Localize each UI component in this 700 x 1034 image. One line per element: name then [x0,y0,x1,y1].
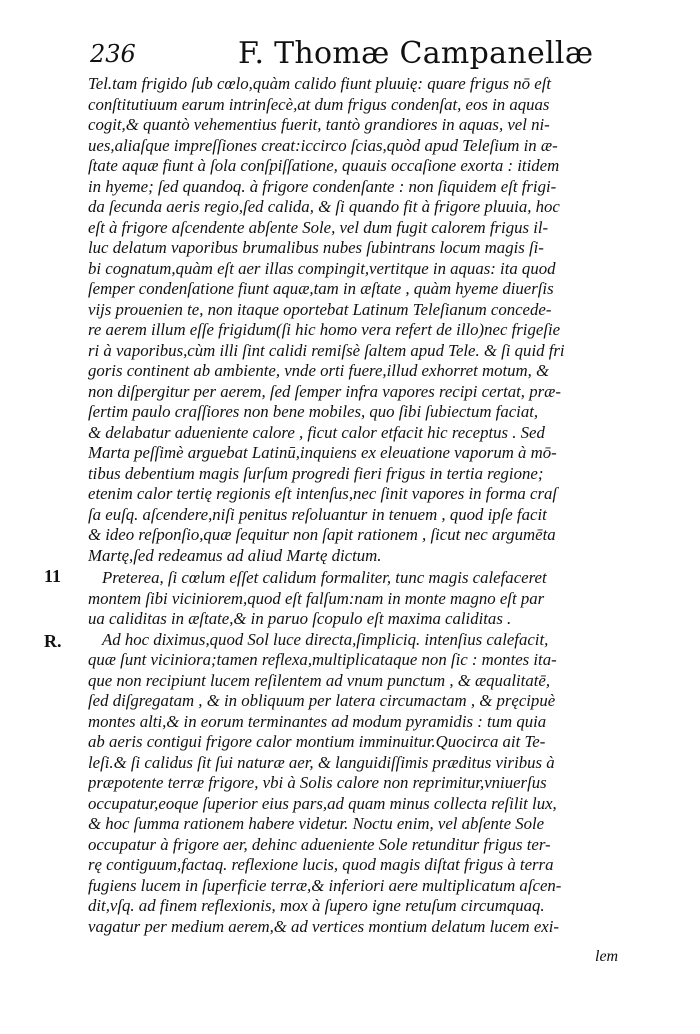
text-line: re aerem illum eſſe frigidum(ſi hic homo vera refert de illo)nec frigeſie [88,320,561,339]
page-header [90,36,630,72]
text-line: tibus debentium magis ſurſum progredi fieri frigus in tertia regione; [88,463,544,483]
text-line: ſertim paulo craſſiores non bene mobiles, quo ſibi ſubiectum faciat, [88,402,539,421]
text-line: eſt à frigore aſcendente abſente Sole, vel dum fugit calorem frigus il- [88,217,549,237]
text-line: conſtitutiuum earum intrinſecè,at dum frigus condenſat, eos in aquas [88,94,550,114]
body-text [88,74,648,937]
text-line: occupatur,eoque ſuperior eius pars,ad quam minus collecta reſilit lux, [88,793,557,813]
margin-note-number: 11 [44,566,62,586]
text-line: ſed diſgregatam , & in obliquum per latera circumactam , & pręcipuè [88,691,556,710]
text-line: præpotente terræ frigore, vbi à Solis calore non reprimitur,vniuerſus [88,773,547,792]
text-line: ab aeris contigui frigore calor montium imminuitur.Quocirca ait Te- [88,732,546,751]
text-line: da ſecunda aeris regio,ſed calida, & ſi quando fit à frigore pluuia, hoc [88,197,560,216]
text-line: ſtate aquæ fiunt à ſola conſpiſſatione, quauis occaſione exorta : itidem [88,156,560,175]
text-line: etenim calor tertię regionis eſt intenſus,nec ſinit vapores in forma craſ [88,484,558,503]
text-line: fugiens lucem in ſuperficie terræ,& inferiori aere multiplicatum aſcen- [88,875,562,895]
text-line: Marta peſſimè arguebat Latinū,inquiens ex eleuatione vaporum à mō- [88,443,557,462]
text-line: que non recipiunt lucem reſilentem ad vnum punctum , & æqualitatē, [88,670,551,690]
catchword: lem [595,948,619,965]
text-line: bi cognatum,quàm eſt aer illas compingit,vertitque in aquas: ita quod [88,258,556,278]
text-line: non diſpergitur per aerem, ſed ſemper infra vapores recipi certat, præ- [88,381,561,401]
text-line: dit,vſq. ad finem reflexionis, mox à ſupero igne retuſum circumquaq. [88,896,545,915]
text-line: Martę,ſed redeamus ad aliud Martę dictum. [88,545,382,565]
text-line: Preterea, ſi cœlum eſſet calidum formaliter, tunc magis calefaceret [102,568,547,587]
text-line: ri à vaporibus,cùm illi ſint calidi remiſsè ſaltem apud Tele. & ſi quid fri [88,340,565,360]
text-line: goris continent ab ambiente, vnde orti fuere,illud exhorret motum, & [88,361,550,380]
text-line: & ideo reſponſio,quæ ſequitur non ſapit rationem , ſicut nec argumēta [88,525,556,544]
text-line: vijs prouenien te, non itaque oportebat Latinum Teleſianum concede- [88,299,552,319]
page-number: 236 [90,40,136,68]
text-line: cogit,& quantò vehementius fuerit, tantò grandiores in aquas, vel ni- [88,115,550,134]
text-line: vagatur per medium aerem,& ad vertices montium delatum lucem exi- [88,916,559,936]
text-line: leſi.& ſi calidus ſit ſui naturæ aer, & languidiſſimis præditus viribus à [88,752,555,772]
text-line: ſemper condenſatione fiunt aquæ,tam in æſtate , quàm hyeme diuerſis [88,279,554,298]
text-line: ua caliditas in æſtate,& in paruo ſcopulo eſt maxima caliditas . [88,609,512,628]
text-line: occupatur à frigore aer, dehinc adueniente Sole retunditur frigus ter- [88,834,551,854]
text-line: Ad hoc diximus,quod Sol luce directa,ſimpliciq. intenſius calefacit, [102,629,549,649]
text-line: & delabatur adueniente calore , ficut calor etfacit hic receptus . Sed [88,422,545,442]
text-line: ſa euſq. aſcendere,niſi penitus reſoluantur in tenuem , quod ipſe facit [88,504,547,524]
running-title: F. Thomæ Campanellæ [238,36,594,71]
text-line: in hyeme; ſed quandoq. à frigore condenſante : non ſiquidem eſt frigi- [88,176,557,196]
text-line: luc delatum vaporibus brumalibus nubes ſubintrans locum magis ſi- [88,238,544,257]
text-line: ues,aliaſque impreſſiones creat:iccirco ſcias,quòd apud Teleſium in æ- [88,135,558,155]
text-line: montes alti,& in eorum terminantes ad modum pyramidis : tum quia [88,711,547,731]
text-line: & hoc ſumma rationem habere videtur. Noctu enim, vel abſente Sole [88,814,545,833]
text-line: rę contiguum,factaq. reflexione lucis, quod magis diſtat frigus à terra [88,855,554,874]
text-line: montem ſibi viciniorem,quod eſt falſum:nam in monte magno eſt par [88,588,545,608]
margin-note-response: R. [44,631,62,651]
text-line: Tel.tam frigido ſub cœlo,quàm calido fiunt pluuię: quare frigus nō eſt [88,74,552,93]
text-line: quæ ſunt viciniora;tamen reflexa,multiplicataque non ſic : montes ita- [88,650,557,669]
